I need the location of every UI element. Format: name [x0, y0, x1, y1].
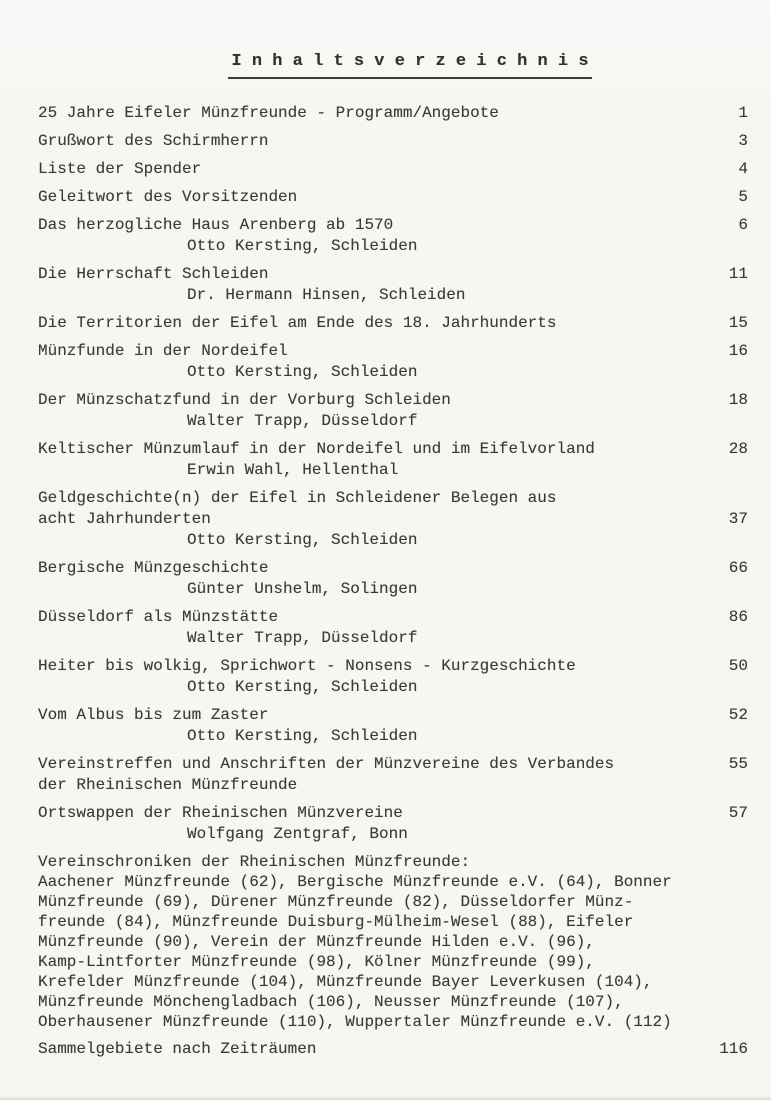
entry-title-text: 25 Jahre Eifeler Münzfreunde - Programm/Angebote	[38, 104, 499, 122]
toc-entry	[38, 103, 748, 124]
entry-author-line	[38, 628, 748, 649]
toc-entry	[38, 264, 748, 306]
entry-title-line	[38, 341, 748, 362]
entry-title-text: Oberhausener Münzfreunde (110), Wuppertaler Münzfreunde e.V. (112)	[38, 1013, 672, 1031]
entry-title-line	[38, 656, 748, 677]
page-number: 18	[728, 391, 748, 409]
entry-author-line	[38, 726, 748, 747]
entry-title-line	[38, 972, 748, 992]
entry-title-line	[38, 892, 748, 912]
entry-title-text: Münzfreunde (90), Verein der Münzfreunde Hilden e.V. (96),	[38, 933, 595, 951]
entry-title-text: Geleitwort des Vorsitzenden	[38, 188, 298, 206]
toc-entry	[38, 215, 748, 257]
entry-title-line	[38, 509, 748, 530]
entry-title-text: Kamp-Lintforter Münzfreunde (98), Kölner Münzfreunde (99),	[38, 953, 595, 971]
page-number: 5	[738, 188, 748, 206]
entry-title-text: Münzfunde in der Nordeifel	[38, 342, 288, 360]
entry-author-line	[38, 411, 748, 432]
page-number: 50	[728, 657, 748, 675]
entry-title-line	[38, 390, 748, 411]
entry-title-line	[38, 952, 748, 972]
entry-author-text: Dr. Hermann Hinsen, Schleiden	[187, 286, 466, 304]
entry-title-line	[38, 705, 748, 726]
entry-author-line	[38, 824, 748, 845]
page-number: 3	[738, 132, 748, 150]
page-number: 116	[719, 1040, 748, 1058]
toc-entry	[38, 754, 748, 796]
entry-author-text: Walter Trapp, Düsseldorf	[187, 629, 418, 647]
entry-author-text: Otto Kersting, Schleiden	[187, 727, 418, 745]
entry-author-line	[38, 579, 748, 600]
page-number: 15	[728, 314, 748, 332]
entry-title-text: freunde (84), Münzfreunde Duisburg-Mülheim-Wesel (88), Eifeler	[38, 913, 634, 931]
entry-author-text: Otto Kersting, Schleiden	[187, 678, 418, 696]
entry-author-text: Erwin Wahl, Hellenthal	[187, 461, 399, 479]
entry-title-text: Die Herrschaft Schleiden	[38, 265, 269, 283]
scan-edge-artifact	[0, 1096, 771, 1100]
entry-title-line	[38, 852, 748, 872]
entry-title-text: Sammelgebiete nach Zeiträumen	[38, 1040, 317, 1058]
entry-title-line	[38, 1012, 748, 1032]
page-number: 16	[728, 342, 748, 360]
entry-title-text: Vom Albus bis zum Zaster	[38, 706, 269, 724]
entry-title-text: Ortswappen der Rheinischen Münzvereine	[38, 804, 403, 822]
entry-title-line	[38, 607, 748, 628]
entry-title-text: Aachener Münzfreunde (62), Bergische Münzfreunde e.V. (64), Bonner	[38, 873, 672, 891]
entry-author-line	[38, 285, 748, 306]
page-number: 1	[738, 104, 748, 122]
entry-author-line	[38, 530, 748, 551]
entry-title-line	[38, 932, 748, 952]
entry-title-text: Bergische Münzgeschichte	[38, 559, 269, 577]
entry-title-text: Das herzogliche Haus Arenberg ab 1570	[38, 216, 394, 234]
entry-author-text: Wolfgang Zentgraf, Bonn	[187, 825, 408, 843]
entry-title-line	[38, 1039, 748, 1060]
entry-title-line	[38, 488, 748, 509]
entry-author-text: Otto Kersting, Schleiden	[187, 363, 418, 381]
entry-title-text: Liste der Spender	[38, 160, 202, 178]
entry-title-text: Vereinschroniken der Rheinischen Münzfreunde:	[38, 853, 471, 871]
entry-title-line	[38, 439, 748, 460]
page-number: 66	[728, 559, 748, 577]
entry-title-text: Die Territorien der Eifel am Ende des 18. Jahrhunderts	[38, 314, 557, 332]
toc-entry	[38, 705, 748, 747]
toc-entry	[38, 607, 748, 649]
entry-title-text: Grußwort des Schirmherrn	[38, 132, 269, 150]
entry-author-text: Walter Trapp, Düsseldorf	[187, 412, 418, 430]
entry-title-line	[38, 313, 748, 334]
toc-entry	[38, 488, 748, 551]
toc-entry	[38, 187, 748, 208]
entry-author-text: Otto Kersting, Schleiden	[187, 531, 418, 549]
page-title: I n h a l t s v e r z e i c h n i s	[228, 52, 591, 79]
entry-title-line	[38, 558, 748, 579]
entry-author-text: Günter Unshelm, Solingen	[187, 580, 418, 598]
entry-title-line	[38, 912, 748, 932]
entry-title-line	[38, 872, 748, 892]
toc-chronicle-paragraph	[38, 852, 748, 1032]
page-number: 28	[728, 440, 748, 458]
page-number: 6	[738, 216, 748, 234]
entry-title-text: Krefelder Münzfreunde (104), Münzfreunde Bayer Leverkusen (104),	[38, 973, 653, 991]
entry-author-line	[38, 460, 748, 481]
entry-title-text: acht Jahrhunderten	[38, 510, 211, 528]
toc-entry	[38, 131, 748, 152]
entry-author-line	[38, 362, 748, 383]
page-number: 57	[728, 804, 748, 822]
toc-entry	[38, 656, 748, 698]
toc-entry	[38, 803, 748, 845]
toc-entry	[38, 159, 748, 180]
toc-entry	[38, 558, 748, 600]
entry-title-text: Düsseldorf als Münzstätte	[38, 608, 279, 626]
entry-author-line	[38, 677, 748, 698]
page-number: 52	[728, 706, 748, 724]
entry-title-line	[38, 754, 748, 775]
entry-title-line	[38, 187, 748, 208]
entry-title-line	[38, 803, 748, 824]
entry-title-text: Geldgeschichte(n) der Eifel in Schleidener Belegen aus	[38, 489, 557, 507]
toc-entry	[38, 390, 748, 432]
toc-entries	[38, 103, 748, 1060]
toc-entry	[38, 313, 748, 334]
entry-title-line	[38, 264, 748, 285]
toc-entry	[38, 439, 748, 481]
toc-entry	[38, 341, 748, 383]
entry-author-text: Otto Kersting, Schleiden	[187, 237, 418, 255]
entry-title-text: Vereinstreffen und Anschriften der Münzvereine des Verbandes	[38, 755, 615, 773]
entry-title-text: Münzfreunde Mönchengladbach (106), Neusser Münzfreunde (107),	[38, 993, 624, 1011]
page-number: 37	[728, 510, 748, 528]
entry-author-line	[38, 236, 748, 257]
entry-title-text: der Rheinischen Münzfreunde	[38, 776, 298, 794]
entry-title-text: Der Münzschatzfund in der Vorburg Schleiden	[38, 391, 451, 409]
entry-title-text: Münzfreunde (69), Dürener Münzfreunde (82), Düsseldorfer Münz-	[38, 893, 634, 911]
page-number: 4	[738, 160, 748, 178]
entry-title-line	[38, 992, 748, 1012]
entry-title-line	[38, 159, 748, 180]
page-number: 86	[728, 608, 748, 626]
page-number: 11	[728, 265, 748, 283]
page-number: 55	[728, 755, 748, 773]
entry-title-line	[38, 103, 748, 124]
entry-title-text: Keltischer Münzumlauf in der Nordeifel und im Eifelvorland	[38, 440, 595, 458]
entry-title-line	[38, 131, 748, 152]
entry-title-text: Heiter bis wolkig, Sprichwort - Nonsens - Kurzgeschichte	[38, 657, 576, 675]
entry-title-line	[38, 775, 748, 796]
toc-entry	[38, 1039, 748, 1060]
entry-title-line	[38, 215, 748, 236]
